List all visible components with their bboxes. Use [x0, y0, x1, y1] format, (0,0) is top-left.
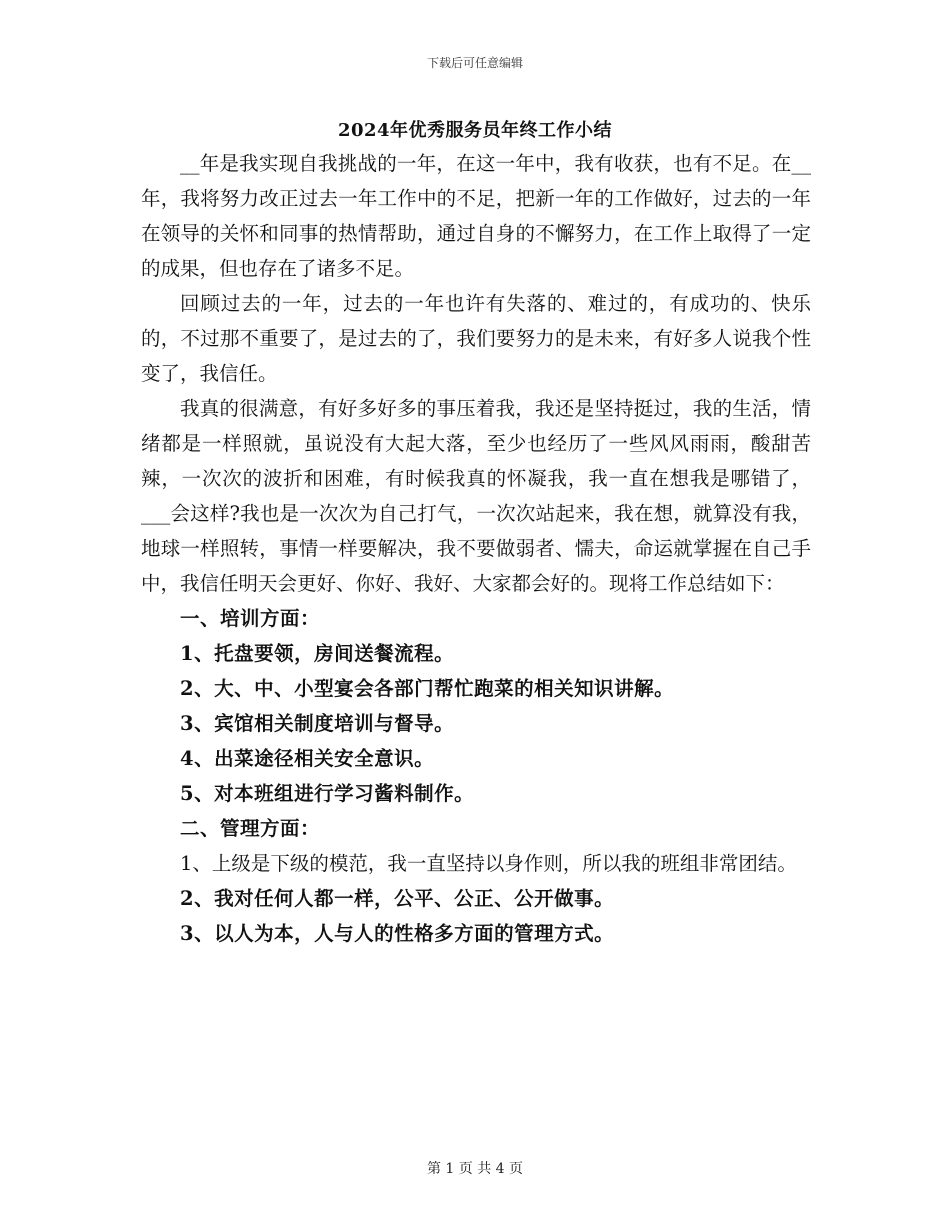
paragraph-review: 回顾过去的一年，过去的一年也许有失落的、难过的，有成功的、快乐的，不过那不重要了，是过去的了，我们要努力的是未来，有好多人说我个性变了，我信任。 — [141, 292, 811, 385]
section-heading-management: 二、管理方面： — [180, 817, 321, 840]
document-title: 2024年优秀服务员年终工作小结 — [337, 120, 613, 141]
training-item-5: 5、对本班组进行学习酱料制作。 — [180, 782, 475, 805]
training-item-4: 4、出菜途径相关安全意识。 — [180, 747, 435, 770]
training-item-3: 3、宾馆相关制度培训与督导。 — [180, 712, 455, 735]
management-item-2: 2、我对任何人都一样，公平、公正、公开做事。 — [180, 887, 615, 910]
document-body — [141, 146, 811, 951]
page-number: 第 1 页 共 4 页 — [426, 1161, 524, 1177]
header-note: 下载后可任意编辑 — [426, 56, 523, 70]
paragraph-intro: __年是我实现自我挑战的一年，在这一年中，我有收获，也有不足。在__年，我将努力改正过去一年工作中的不足，把新一年的工作做好，过去的一年在领导的关怀和同事的热情帮助，通过自身的不懈努力，在工作上取得了一定的成果，但也存在了诸多不足。 — [141, 152, 811, 280]
section-heading-training: 一、培训方面： — [180, 607, 321, 630]
management-item-3: 3、以人为本，人与人的性格多方面的管理方式。 — [180, 922, 615, 945]
management-item-1: 1、上级是下级的模范，我一直坚持以身作则，所以我的班组非常团结。 — [180, 852, 797, 875]
training-item-2: 2、大、中、小型宴会各部门帮忙跑菜的相关知识讲解。 — [180, 677, 675, 700]
paragraph-reflection: 我真的很满意，有好多好多的事压着我，我还是坚持挺过，我的生活，情绪都是一样照就，虽说没有大起大落，至少也经历了一些风风雨雨，酸甜苦辣，一次次的波折和困难，有时候我真的怀凝我，我一直在想我是哪错了，___会这样?我也是一次次为自己打气，一次次站起来，我在想，就算没有我，地球一样照转，事情一样要解决，我不要做弱者、懦夫，命运就掌握在自己手中，我信任明天会更好、你好、我好、大家都会好的。现将工作总结如下： — [141, 397, 811, 595]
training-item-1: 1、托盘要领，房间送餐流程。 — [180, 642, 455, 665]
